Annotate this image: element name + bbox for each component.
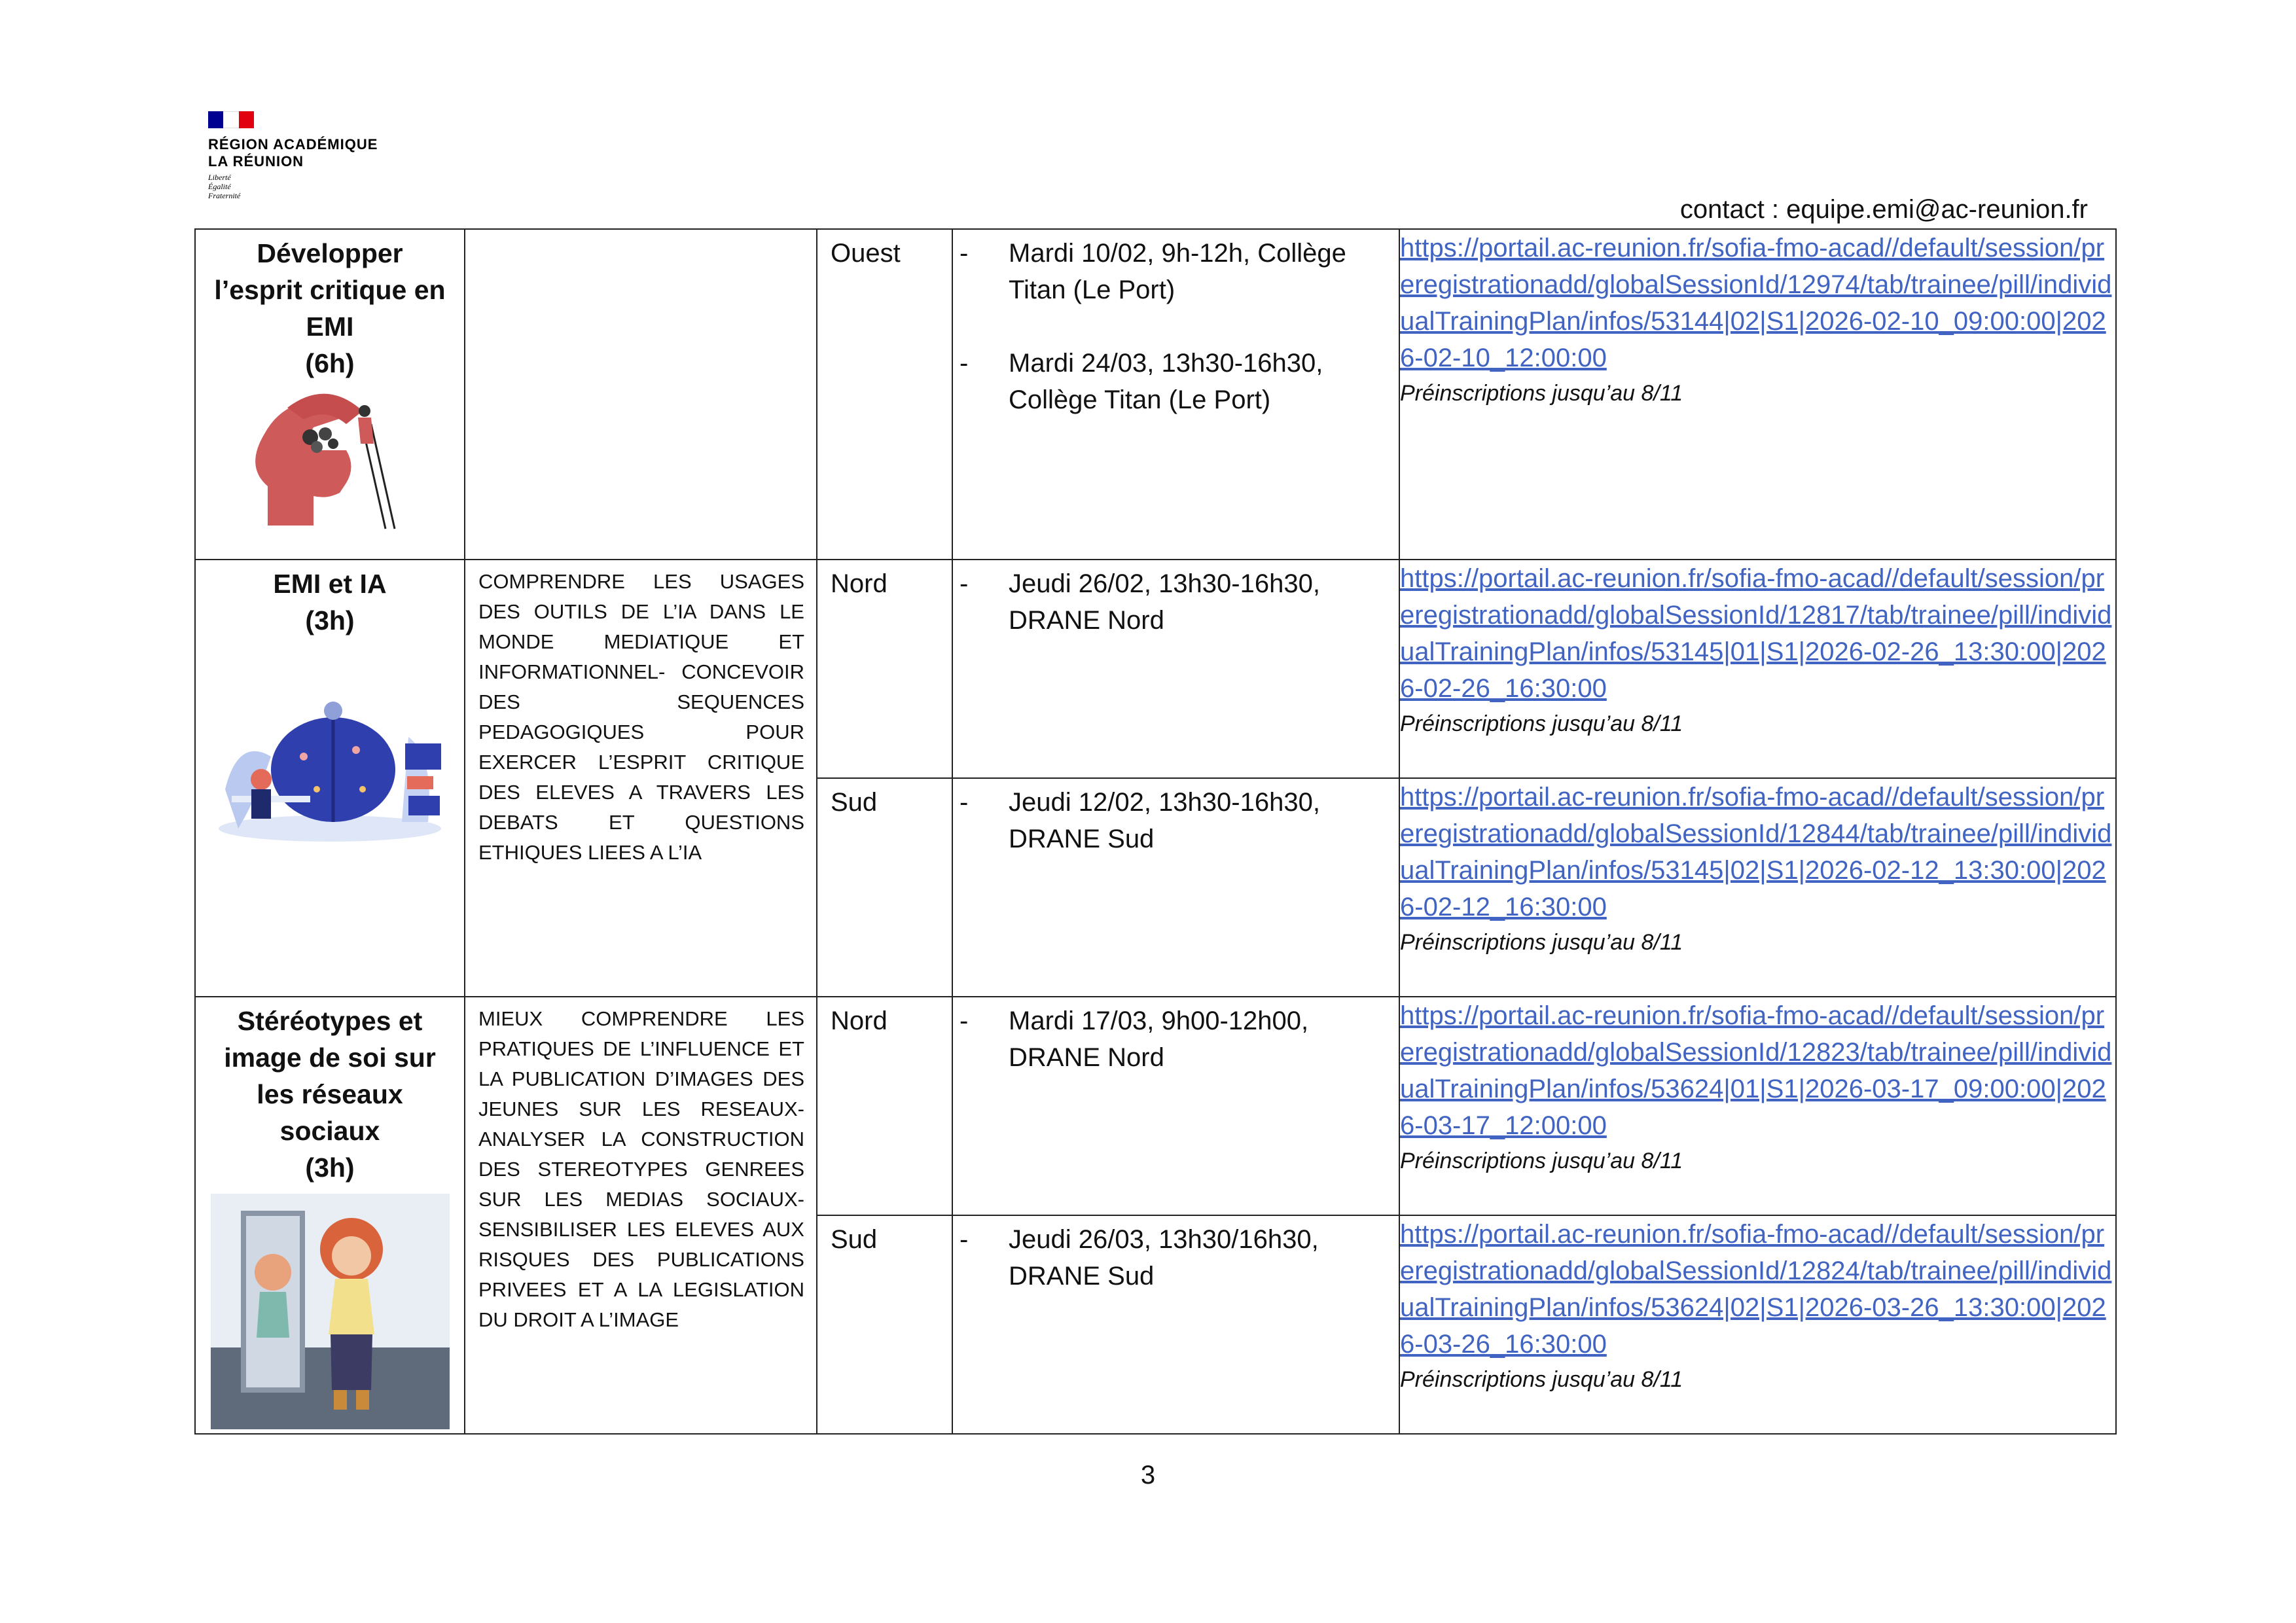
training-description-cell <box>465 560 817 997</box>
table-row <box>195 229 2116 560</box>
registration-link[interactable]: https://portail.ac-reunion.fr/sofia-fmo-acad//default/session/preregistrationadd/globalSessionId/12824/tab/trainee/pill/individualTrainingPlan/infos/53624|02|S1|2026-03-26_13:30:00|2026-03-26_16:30:00 <box>1400 1220 2112 1359</box>
brain-ai-illustration-icon <box>212 698 448 848</box>
training-description-cell <box>465 997 817 1434</box>
training-title-cell <box>195 229 465 560</box>
region-logo <box>208 111 418 200</box>
session-date: - Jeudi 12/02, 13h30-16h30, DRANE Sud <box>960 788 1320 853</box>
preregistration-deadline: Préinscriptions jusqu’au 8/11 <box>1400 1367 1683 1392</box>
registration-cell <box>1399 560 2116 778</box>
head-gears-illustration-icon <box>248 388 412 532</box>
session-date: - Mardi 10/02, 9h-12h, Collège Titan (Le Port) <box>960 239 1346 304</box>
region-cell <box>817 1215 952 1434</box>
registration-cell <box>1399 1215 2116 1434</box>
training-description: COMPRENDRE LES USAGES DES OUTILS DE L’IA DANS LE MONDE MEDIATIQUE ET INFORMATIONNEL- CONCEVOIR DES SEQUENCES PEDAGOGIQUES POUR EXERCER L’ESPRIT CRITIQUE DES ELEVES A TRAVERS LES DEBATS ET QUESTIONS ETHIQUES LIEES A L’IA <box>478 570 804 864</box>
training-title-cell <box>195 997 465 1434</box>
registration-link[interactable]: https://portail.ac-reunion.fr/sofia-fmo-acad//default/session/preregistrationadd/globalSessionId/12844/tab/trainee/pill/individualTrainingPlan/infos/53145|02|S1|2026-02-12_13:30:00|2026-02-12_16:30:00 <box>1400 783 2112 921</box>
registration-link[interactable]: https://portail.ac-reunion.fr/sofia-fmo-acad//default/session/preregistrationadd/globalSessionId/12823/tab/trainee/pill/individualTrainingPlan/infos/53624|01|S1|2026-03-17_09:00:00|2026-03-17_12:00:00 <box>1400 1001 2112 1140</box>
region-cell <box>817 560 952 778</box>
session-region: Nord <box>831 569 888 598</box>
mirror-selfimage-illustration-icon <box>211 1194 450 1429</box>
training-description: MIEUX COMPRENDRE LES PRATIQUES DE L’INFLUENCE ET LA PUBLICATION D’IMAGES DES JEUNES SUR LES RESEAUX- ANALYSER LA CONSTRUCTION DES STEREOTYPES GENREES SUR LES MEDIAS SOCIAUX- SENSIBILISER LES ELEVES AUX RISQUES DES PUBLICATIONS PRIVEES ET A LA LEGISLATION DU DROIT A L’IMAGE <box>478 1007 804 1331</box>
preregistration-deadline: Préinscriptions jusqu’au 8/11 <box>1400 381 1683 406</box>
session-date: - Mardi 17/03, 9h00-12h00, DRANE Nord <box>960 1007 1309 1072</box>
registration-cell <box>1399 229 2116 560</box>
logo-line: RÉGION ACADÉMIQUE <box>208 136 378 152</box>
registration-link[interactable]: https://portail.ac-reunion.fr/sofia-fmo-acad//default/session/preregistrationadd/globalSessionId/12817/tab/trainee/pill/individualTrainingPlan/infos/53145|01|S1|2026-02-26_13:30:00|2026-02-26_16:30:00 <box>1400 564 2112 703</box>
region-cell <box>817 778 952 997</box>
training-description <box>465 230 816 236</box>
preregistration-deadline: Préinscriptions jusqu’au 8/11 <box>1400 711 1683 736</box>
registration-link[interactable]: https://portail.ac-reunion.fr/sofia-fmo-acad//default/session/preregistrationadd/globalSessionId/12974/tab/trainee/pill/individualTrainingPlan/infos/53144|02|S1|2026-02-10_09:00:00|2026-02-10_12:00:00 <box>1400 234 2112 372</box>
session-date: - Jeudi 26/02, 13h30-16h30, DRANE Nord <box>960 569 1320 635</box>
dates-cell <box>952 560 1399 778</box>
table-row <box>195 560 2116 778</box>
session-region: Sud <box>831 788 878 817</box>
region-cell <box>817 229 952 560</box>
training-title-cell <box>195 560 465 997</box>
dates-cell <box>952 1215 1399 1434</box>
motto: Liberté Égalité Fraternité <box>208 173 241 200</box>
session-region: Sud <box>831 1225 878 1254</box>
training-title: Développer l’esprit critique en EMI (6h) <box>214 238 446 378</box>
training-table <box>194 228 2117 1435</box>
french-flag-icon <box>208 111 254 128</box>
session-date: - Mardi 24/03, 13h30-16h30, Collège Titan (Le Port) <box>960 349 1323 414</box>
training-description-cell <box>465 229 817 560</box>
preregistration-deadline: Préinscriptions jusqu’au 8/11 <box>1400 930 1683 955</box>
logo-line: LA RÉUNION <box>208 153 304 169</box>
session-region: Nord <box>831 1007 888 1035</box>
table-row <box>195 997 2116 1215</box>
dates-cell <box>952 997 1399 1215</box>
registration-cell <box>1399 778 2116 997</box>
preregistration-deadline: Préinscriptions jusqu’au 8/11 <box>1400 1149 1683 1173</box>
region-cell <box>817 997 952 1215</box>
page-number: 3 <box>1140 1461 1156 1489</box>
training-title: Stéréotypes et image de soi sur les réseaux sociaux (3h) <box>224 1006 436 1183</box>
contact-email: contact : equipe.emi@ac-reunion.fr <box>1679 195 2088 224</box>
training-title: EMI et IA (3h) <box>273 569 387 635</box>
session-date: - Jeudi 26/03, 13h30/16h30, DRANE Sud <box>960 1225 1319 1291</box>
registration-cell <box>1399 997 2116 1215</box>
dates-cell <box>952 229 1399 560</box>
dates-cell <box>952 778 1399 997</box>
session-region: Ouest <box>831 239 901 268</box>
